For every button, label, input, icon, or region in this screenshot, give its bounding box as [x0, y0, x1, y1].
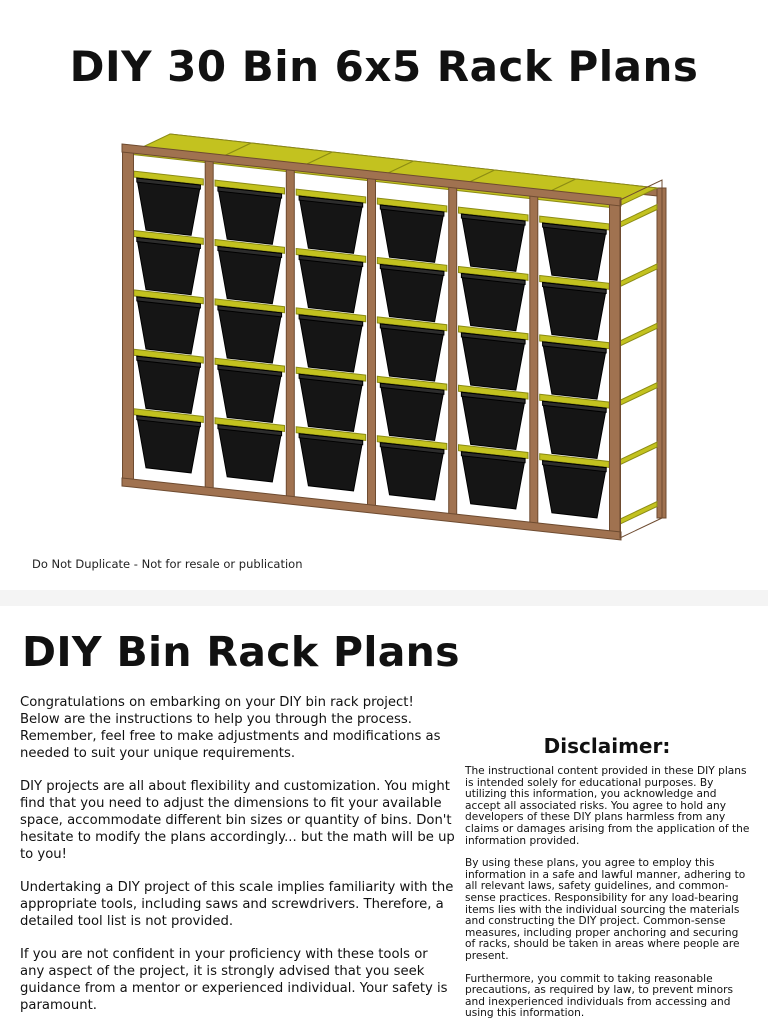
intro-paragraph: Congratulations on embarking on your DIY bin rack project! Below are the instructions to help you through the process. Remember, feel free to make adjustments and modifications as needed to suit your unique requirements. — [20, 695, 441, 761]
front-post — [123, 148, 134, 484]
disclaimer-paragraph: The instructional content provided in these DIY plans is intended solely for educational purposes. By utilizing this information, you acknowledge and accept all associated risks. You agree to hold any developers of these DIY plans harmless from any claims or damages arising from the application of the information provided. — [465, 765, 750, 847]
disclaimer-paragraph: Furthermore, you commit to taking reasonable precautions, as required by law, to prevent minors and inexperienced individuals from accessing and using this information. — [465, 972, 733, 1020]
front-post — [610, 202, 621, 538]
intro-paragraph: If you are not confident in your proficiency with these tools or any aspect of the project, it is strongly advised that you seek guidance from a mentor or experienced individual. Your safety is paramount. — [20, 947, 448, 1013]
disclaimer-paragraph: By using these plans, you agree to employ this information in a safe and lawful manner, adhering to all relevant laws, safety guidelines, and common-sense practices. Responsibility for any load-bearing items lies with the individual sourcing the materials and constructing the DIY project. Common-sense measures, including proper anchoring and securing of racks, should be taken in areas where people are present. — [465, 857, 746, 962]
side-shelf-edge — [615, 442, 657, 467]
disclaimer-heading: Disclaimer: — [543, 734, 671, 758]
front-post — [449, 184, 457, 520]
side-shelf-edge — [615, 264, 657, 289]
side-shelf-edge — [615, 323, 657, 348]
page2-title: DIY Bin Rack Plans — [22, 628, 460, 676]
side-shelf-edge — [615, 383, 657, 408]
right-side-outline — [620, 180, 662, 538]
page1-title: DIY 30 Bin 6x5 Rack Plans — [69, 42, 699, 91]
front-post — [530, 193, 538, 529]
page-divider — [0, 590, 768, 606]
side-shelf-edge — [615, 205, 657, 230]
front-post — [368, 175, 376, 511]
front-post — [205, 157, 213, 493]
side-shelf-edge — [615, 502, 657, 527]
disclaimer-text — [465, 766, 751, 1031]
do-not-duplicate-notice: Do Not Duplicate - Not for resale or publication — [32, 557, 303, 571]
front-post — [286, 166, 294, 502]
bin-rack-illustration — [110, 112, 670, 552]
intro-text — [20, 694, 456, 1030]
intro-paragraph: DIY projects are all about flexibility and customization. You might find that you need to adjust the dimensions to fit your available space, accommodate different bin sizes or quantity of bins. Don't hesitate to modify the plans accordingly... but the math will be up to you! — [20, 779, 455, 862]
intro-paragraph: Undertaking a DIY project of this scale implies familiarity with the appropriate tools, including saws and screwdrivers. Therefore, a detailed tool list is not provided. — [20, 880, 454, 929]
